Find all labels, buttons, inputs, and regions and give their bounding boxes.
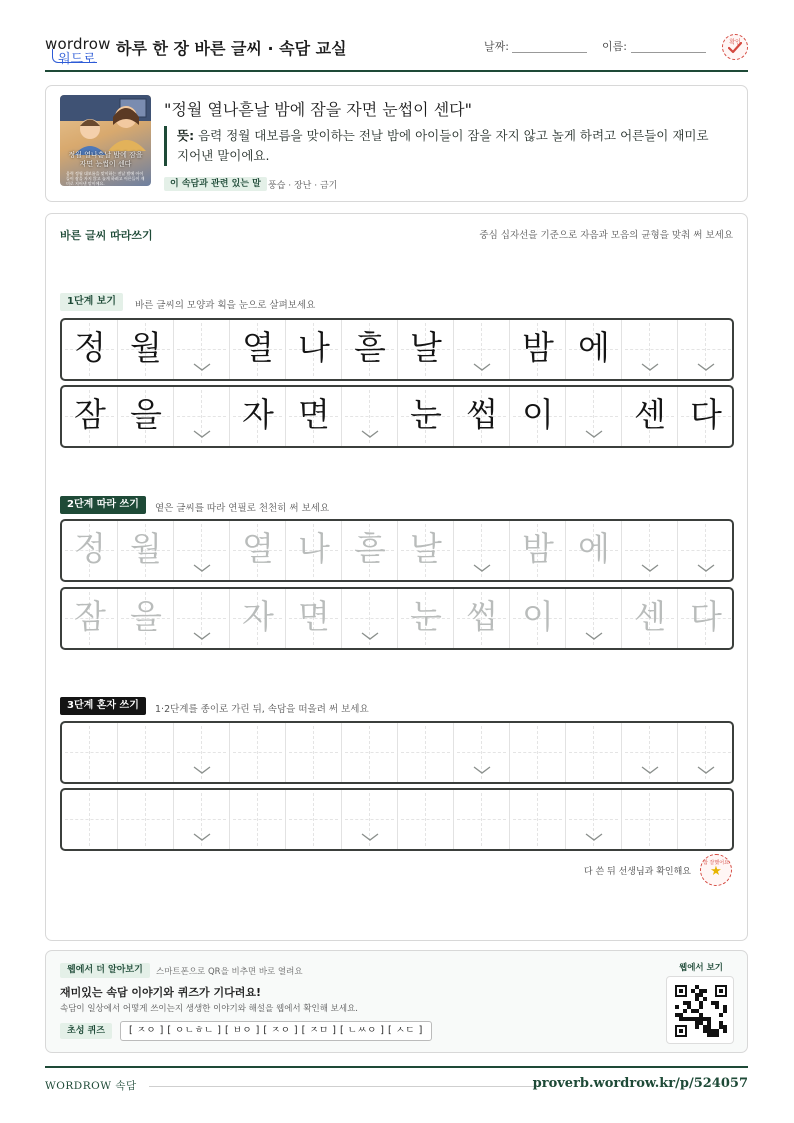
grid-cell[interactable] — [566, 387, 622, 446]
proverb-illustration — [60, 95, 151, 186]
space-mark-icon — [585, 833, 603, 842]
practice-char: 나 — [298, 529, 330, 568]
proverb-text: "정월 열나흗날 밤에 잠을 자면 눈썹이 센다" — [164, 100, 472, 119]
space-mark-icon — [585, 632, 603, 641]
practice-char: 다 — [690, 597, 722, 636]
space-mark-icon — [585, 430, 603, 439]
practice-row-5[interactable] — [60, 721, 734, 784]
space-mark-icon — [697, 363, 715, 372]
practice-char: 정 — [74, 529, 106, 568]
step1-desc: 바른 글씨의 모양과 획을 눈으로 살펴보세요 — [135, 300, 316, 311]
footer-brand: WORDROW 속담 — [45, 1080, 137, 1092]
teacher-stamp-text: 참 잘했어요 — [703, 860, 729, 866]
grid-cell[interactable] — [286, 320, 342, 379]
grid-cell[interactable] — [62, 790, 118, 849]
practice-char: 월 — [130, 328, 162, 367]
practice-char: 다 — [690, 395, 722, 434]
practice-row-4[interactable] — [60, 587, 734, 650]
practice-char: 밤 — [522, 529, 554, 568]
grid-cell[interactable] — [342, 320, 398, 379]
grid-cell[interactable] — [566, 320, 622, 379]
practice-char: 을 — [130, 395, 162, 434]
web-title: 재미있는 속담 이야기와 퀴즈가 기다려요! — [60, 986, 261, 999]
grid-cell[interactable] — [398, 723, 454, 782]
practice-row-1[interactable] — [60, 318, 734, 381]
logo-wordmark: wordrow — [45, 35, 111, 53]
grid-cell[interactable] — [62, 589, 118, 648]
logo-korean: 워드로 — [58, 48, 96, 67]
grid-cell[interactable] — [622, 387, 678, 446]
grid-cell[interactable] — [174, 589, 230, 648]
practice-panel — [45, 213, 748, 941]
practice-row-2[interactable] — [60, 385, 734, 448]
web-badge: 웹에서 더 알아보기 — [60, 963, 150, 978]
space-mark-icon — [193, 766, 211, 775]
grid-cell[interactable] — [342, 521, 398, 580]
practice-char: 을 — [130, 597, 162, 636]
practice-char: 흗 — [354, 328, 386, 367]
grid-cell[interactable] — [454, 387, 510, 446]
practice-char: 열 — [242, 529, 274, 568]
space-mark-icon — [193, 632, 211, 641]
grid-cell[interactable] — [286, 521, 342, 580]
grid-cell[interactable] — [678, 790, 734, 849]
grid-cell[interactable] — [230, 387, 286, 446]
grid-cell[interactable] — [118, 320, 174, 379]
space-mark-icon — [361, 632, 379, 641]
illustration-caption: 정월 열나흗날 밤에 잠을 자면 눈썹이 센다 — [68, 151, 143, 168]
grid-cell[interactable] — [174, 723, 230, 782]
grid-cell[interactable] — [454, 723, 510, 782]
grid-cell[interactable] — [342, 589, 398, 648]
grid-cell[interactable] — [398, 521, 454, 580]
grid-cell[interactable] — [622, 320, 678, 379]
practice-char: 밤 — [522, 328, 554, 367]
proverb-meaning — [164, 126, 724, 166]
space-mark-icon — [361, 833, 379, 842]
grid-cell[interactable] — [510, 387, 566, 446]
teacher-stamp — [700, 854, 732, 886]
grid-cell[interactable] — [678, 723, 734, 782]
grid-cell[interactable] — [398, 320, 454, 379]
space-mark-icon — [473, 564, 491, 573]
grid-cell[interactable] — [622, 723, 678, 782]
practice-char: 면 — [298, 395, 330, 434]
page-header — [45, 30, 748, 72]
space-mark-icon — [641, 564, 659, 573]
grid-cell[interactable] — [230, 521, 286, 580]
star-icon: ★ — [710, 864, 722, 879]
grid-cell[interactable] — [174, 320, 230, 379]
grid-cell[interactable] — [286, 790, 342, 849]
practice-char: 면 — [298, 597, 330, 636]
grid-cell[interactable] — [62, 320, 118, 379]
step3-badge: 3단계 혼자 쓰기 — [60, 697, 146, 715]
practice-row-3[interactable] — [60, 519, 734, 582]
grid-cell[interactable] — [342, 387, 398, 446]
grid-cell[interactable] — [230, 723, 286, 782]
practice-hint: 중심 십자선을 기준으로 자음과 모음의 균형을 맞춰 써 보세요 — [479, 230, 733, 241]
space-mark-icon — [697, 564, 715, 573]
practice-char: 썹 — [466, 395, 498, 434]
grid-cell[interactable] — [62, 521, 118, 580]
grid-cell[interactable] — [510, 790, 566, 849]
grid-cell[interactable] — [566, 790, 622, 849]
meaning-label: 뜻: — [177, 128, 195, 143]
step3-desc: 1·2단계를 종이로 가린 뒤, 속담을 떠올려 써 보세요 — [155, 704, 369, 715]
grid-cell[interactable] — [510, 723, 566, 782]
space-mark-icon — [361, 430, 379, 439]
practice-char: 나 — [298, 328, 330, 367]
space-mark-icon — [473, 363, 491, 372]
page-footer — [45, 1066, 748, 1096]
grid-cell[interactable] — [342, 790, 398, 849]
qr-label: 웹에서 보기 — [678, 963, 723, 973]
practice-char: 정 — [74, 328, 106, 367]
practice-char: 눈 — [410, 395, 442, 434]
practice-char: 열 — [242, 328, 274, 367]
practice-title: 바른 글씨 따라쓰기 — [60, 229, 153, 242]
name-field[interactable] — [631, 52, 706, 53]
proverb-card — [45, 85, 748, 202]
grid-cell[interactable] — [622, 790, 678, 849]
grid-cell[interactable] — [510, 589, 566, 648]
stamp-text: 확인 — [729, 39, 741, 46]
grid-cell[interactable] — [174, 790, 230, 849]
grid-cell[interactable] — [230, 589, 286, 648]
grid-cell[interactable] — [62, 387, 118, 446]
qr-code[interactable] — [666, 976, 734, 1044]
space-mark-icon — [193, 833, 211, 842]
teacher-note: 다 쓴 뒤 선생님과 확인해요 — [583, 867, 691, 877]
name-label: 이름: — [602, 40, 627, 53]
space-mark-icon — [641, 363, 659, 372]
grid-cell[interactable] — [118, 521, 174, 580]
practice-char: 눈 — [410, 597, 442, 636]
grid-cell[interactable] — [678, 589, 734, 648]
practice-char: 썹 — [466, 597, 498, 636]
practice-char: 흗 — [354, 529, 386, 568]
grid-cell[interactable] — [62, 723, 118, 782]
grid-cell[interactable] — [286, 387, 342, 446]
practice-char: 자 — [242, 395, 274, 434]
grid-cell[interactable] — [454, 320, 510, 379]
practice-char: 센 — [634, 597, 666, 636]
check-stamp — [722, 34, 748, 60]
quiz-label: 초성 퀴즈 — [60, 1023, 112, 1039]
grid-cell[interactable] — [174, 387, 230, 446]
practice-char: 잠 — [74, 395, 106, 434]
date-field[interactable] — [512, 52, 587, 53]
grid-cell[interactable] — [622, 589, 678, 648]
grid-cell[interactable] — [118, 790, 174, 849]
grid-cell[interactable] — [678, 320, 734, 379]
practice-char: 날 — [410, 529, 442, 568]
practice-char: 에 — [578, 529, 610, 568]
grid-cell[interactable] — [566, 589, 622, 648]
grid-cell[interactable] — [566, 723, 622, 782]
practice-char: 에 — [578, 328, 610, 367]
grid-cell[interactable] — [454, 589, 510, 648]
space-mark-icon — [697, 766, 715, 775]
grid-cell[interactable] — [118, 589, 174, 648]
practice-char: 잠 — [74, 597, 106, 636]
grid-cell[interactable] — [342, 723, 398, 782]
wordrow-logo[interactable] — [45, 35, 111, 67]
step2-badge: 2단계 따라 쓰기 — [60, 496, 146, 514]
space-mark-icon — [193, 430, 211, 439]
meaning-text: 음력 정월 대보름을 맞이하는 전날 밤에 아이들이 잠을 자지 않고 놀게 하려고 어른들이 재미로 지어낸 말이에요. — [177, 128, 709, 163]
practice-char: 이 — [522, 597, 554, 636]
grid-cell[interactable] — [398, 790, 454, 849]
space-mark-icon — [193, 363, 211, 372]
space-mark-icon — [193, 564, 211, 573]
practice-char: 월 — [130, 529, 162, 568]
grid-cell[interactable] — [678, 521, 734, 580]
grid-cell[interactable] — [622, 521, 678, 580]
grid-cell[interactable] — [118, 387, 174, 446]
grid-cell[interactable] — [454, 790, 510, 849]
grid-cell[interactable] — [230, 320, 286, 379]
related-list: 풍습 · 장난 · 금기 — [268, 181, 338, 191]
web-info-card — [45, 950, 748, 1053]
practice-row-6[interactable] — [60, 788, 734, 851]
illustration-small-text: 음력 정월 대보름을 맞이하는 전날 밤에 아이들이 잠을 자지 않고 놀게 하려고 어른들이 재미로 지어낸 말이에요. — [66, 171, 145, 186]
grid-cell[interactable] — [510, 521, 566, 580]
grid-cell[interactable] — [398, 589, 454, 648]
practice-char: 이 — [522, 395, 554, 434]
web-badge-desc: 스마트폰으로 QR을 비추면 바로 열려요 — [156, 967, 303, 977]
step2-desc: 옅은 글씨를 따라 연필로 천천히 써 보세요 — [155, 503, 330, 514]
related-label: 이 속담과 관련 있는 말 — [164, 177, 267, 191]
qr-icon — [675, 985, 727, 1037]
page-title: 하루 한 장 바른 글씨 · 속담 교실 — [116, 39, 347, 58]
footer-divider — [149, 1086, 538, 1087]
grid-cell[interactable] — [118, 723, 174, 782]
date-label: 날짜: — [484, 40, 509, 53]
space-mark-icon — [473, 766, 491, 775]
grid-cell[interactable] — [678, 387, 734, 446]
check-icon — [728, 42, 742, 54]
grid-cell[interactable] — [454, 521, 510, 580]
quiz-box: [ ㅈㅇ ] [ ㅇㄴㅎㄴ ] [ ㅂㅇ ] [ ㅈㅇ ] [ ㅈㅁ ] [ ㄴㅆㅇ ] [ ㅅㄷ ] — [120, 1021, 432, 1041]
practice-char: 날 — [410, 328, 442, 367]
grid-cell[interactable] — [510, 320, 566, 379]
grid-cell[interactable] — [286, 723, 342, 782]
grid-cell[interactable] — [230, 790, 286, 849]
grid-cell[interactable] — [398, 387, 454, 446]
practice-char: 자 — [242, 597, 274, 636]
grid-cell[interactable] — [286, 589, 342, 648]
grid-cell[interactable] — [174, 521, 230, 580]
practice-char: 센 — [634, 395, 666, 434]
space-mark-icon — [641, 766, 659, 775]
grid-cell[interactable] — [566, 521, 622, 580]
step1-badge: 1단계 보기 — [60, 293, 123, 311]
web-desc: 속담이 일상에서 어떻게 쓰이는지 생생한 이야기와 해설을 웹에서 확인해 보세요. — [60, 1004, 358, 1014]
footer-url[interactable]: proverb.wordrow.kr/p/524057 — [532, 1076, 748, 1091]
